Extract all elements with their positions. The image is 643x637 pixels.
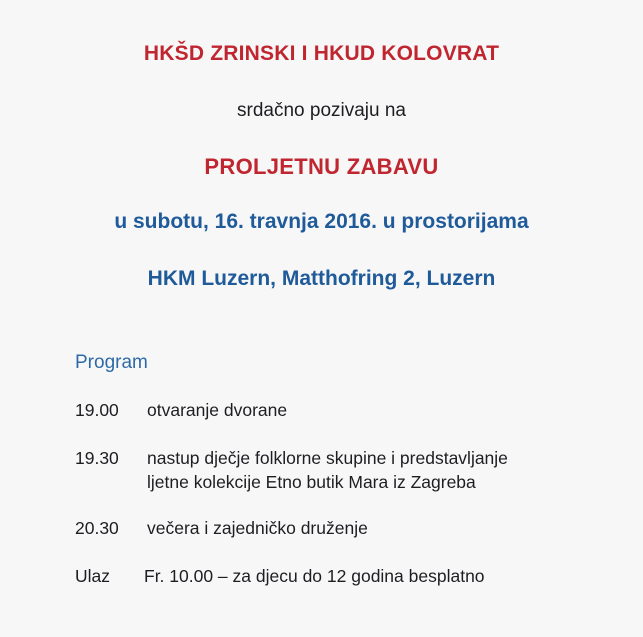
invite-text: srdačno pozivaju na [237, 100, 406, 121]
program-item-desc-line: večera i zajedničko druženje [147, 518, 368, 538]
event-name: PROLJETNU ZABAVU [204, 154, 439, 179]
program-item-time: 19.30 [75, 448, 119, 468]
program-item-time: 19.00 [75, 400, 119, 420]
program-item-desc-line: nastup dječje folklorne skupine i predstavljanje [147, 448, 508, 468]
organizers-title: HKŠD ZRINSKI I HKUD KOLOVRAT [143, 42, 500, 65]
program-heading: Program [75, 352, 148, 373]
entry-label: Ulaz [75, 566, 111, 586]
program-item-desc [147, 446, 637, 494]
program-item-desc [147, 516, 637, 540]
program-item-desc-line: otvaranje dvorane [147, 400, 288, 420]
entry-fee-text [144, 564, 634, 588]
entry-fee-line: Fr. 10.00 – za djecu do 12 godina besplatno [144, 566, 485, 586]
event-date: u subotu, 16. travnja 2016. u prostorijama [114, 210, 529, 233]
program-item-desc [147, 398, 637, 422]
program-item-desc-line: ljetne kolekcije Etno butik Mara iz Zagreba [147, 472, 476, 492]
event-venue: HKM Luzern, Matthofring 2, Luzern [147, 267, 496, 290]
program-item-time: 20.30 [75, 518, 119, 538]
